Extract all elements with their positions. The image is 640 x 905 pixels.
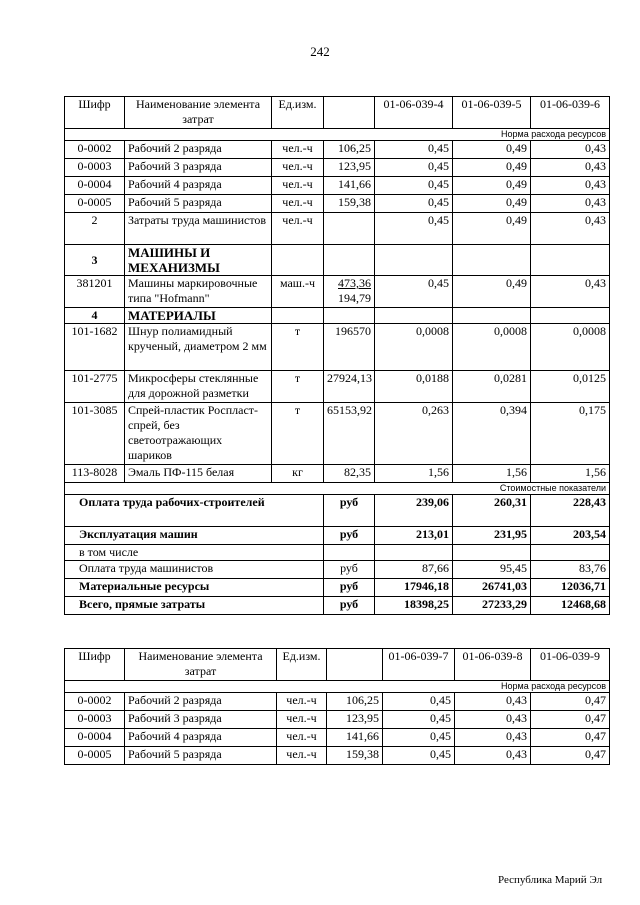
resource-table-1 <box>64 96 610 615</box>
price-cell: 106,25 <box>327 693 383 711</box>
unit-cell: маш.-ч <box>272 276 324 308</box>
cost-name: Эксплуатация машин <box>65 527 324 545</box>
price-cell: 123,95 <box>327 711 383 729</box>
unit-cell: кг <box>272 465 324 483</box>
unit-cell: чел.-ч <box>272 141 324 159</box>
cost-name: Оплата труда машинистов <box>65 561 324 579</box>
cost-value-2 <box>453 545 531 561</box>
cost-unit: руб <box>324 495 375 527</box>
name-cell: Рабочий 2 разряда <box>125 141 272 159</box>
name-cell: Машины маркировочные типа "Hofmann" <box>125 276 272 308</box>
value-cell-1: 0,45 <box>375 213 453 245</box>
section-row-machines <box>65 245 610 276</box>
price-cell: 106,25 <box>324 141 375 159</box>
value-cell-1: 0,45 <box>375 276 453 308</box>
code-cell: 101-1682 <box>65 324 125 371</box>
cost-name: Материальные ресурсы <box>65 579 324 597</box>
norm-label: Норма расхода ресурсов <box>65 681 610 693</box>
material-row <box>65 324 610 371</box>
name-cell: Рабочий 4 разряда <box>125 729 277 747</box>
cost-value-1: 18398,25 <box>375 597 453 615</box>
value-cell-3: 0,47 <box>531 693 610 711</box>
header-col3: 01-06-039-9 <box>531 649 610 681</box>
table-header-row <box>65 649 610 681</box>
value-cell-2: 0,49 <box>453 276 531 308</box>
cost-value-3: 203,54 <box>531 527 610 545</box>
machine-row <box>65 276 610 308</box>
name-cell: Рабочий 5 разряда <box>125 195 272 213</box>
cost-name: в том числе <box>65 545 324 561</box>
value-cell-2: 0,43 <box>455 711 531 729</box>
value-cell-3: 0,43 <box>531 159 610 177</box>
header-col3: 01-06-039-6 <box>531 97 610 129</box>
value-cell-2: 0,49 <box>453 141 531 159</box>
value-cell-3: 0,43 <box>531 276 610 308</box>
value-cell-2: 0,0008 <box>453 324 531 371</box>
unit-cell: чел.-ч <box>272 195 324 213</box>
empty-cell <box>324 245 375 276</box>
value-cell-1: 1,56 <box>375 465 453 483</box>
name-cell: Шнур полиамидный крученый, диаметром 2 мм <box>125 324 272 371</box>
cost-row <box>65 527 610 545</box>
header-col1: 01-06-039-4 <box>375 97 453 129</box>
cost-value-1: 17946,18 <box>375 579 453 597</box>
value-cell-1: 0,0188 <box>375 371 453 403</box>
price-cell: 141,66 <box>327 729 383 747</box>
table-header-row <box>65 97 610 129</box>
value-cell-1: 0,45 <box>383 693 455 711</box>
cost-value-1: 213,01 <box>375 527 453 545</box>
norm-label-row <box>65 129 610 141</box>
name-cell: Рабочий 2 разряда <box>125 693 277 711</box>
unit-cell: чел.-ч <box>272 159 324 177</box>
code-cell: 0-0004 <box>65 177 125 195</box>
section-title: МАШИНЫ И МЕХАНИЗМЫ <box>125 245 272 276</box>
value-cell-2: 1,56 <box>453 465 531 483</box>
worker-row <box>65 711 610 729</box>
material-row <box>65 465 610 483</box>
name-cell: Микросферы стеклянные для дорожной разметки <box>125 371 272 403</box>
name-cell: Рабочий 4 разряда <box>125 177 272 195</box>
price-cell: 141,66 <box>324 177 375 195</box>
name-cell: Рабочий 3 разряда <box>125 711 277 729</box>
value-cell-2: 0,49 <box>453 195 531 213</box>
price-cell <box>324 276 375 308</box>
worker-row <box>65 747 610 765</box>
value-cell-1: 0,45 <box>383 747 455 765</box>
cost-value-3 <box>531 545 610 561</box>
unit-cell: чел.-ч <box>272 177 324 195</box>
header-col2: 01-06-039-8 <box>455 649 531 681</box>
value-cell-3: 0,43 <box>531 195 610 213</box>
empty-cell <box>375 245 453 276</box>
cost-value-3: 12468,68 <box>531 597 610 615</box>
price-primary: 473,36 <box>338 276 371 290</box>
value-cell-3: 0,47 <box>531 729 610 747</box>
code-cell: 381201 <box>65 276 125 308</box>
worker-row <box>65 195 610 213</box>
code-cell: 113-8028 <box>65 465 125 483</box>
header-col2: 01-06-039-5 <box>453 97 531 129</box>
unit-cell: т <box>272 371 324 403</box>
code-cell: 2 <box>65 213 125 245</box>
value-cell-2: 0,43 <box>455 747 531 765</box>
header-price <box>324 97 375 129</box>
header-name: Наименование элемента затрат <box>125 97 272 129</box>
code-cell: 0-0003 <box>65 711 125 729</box>
code-cell: 0-0002 <box>65 693 125 711</box>
cost-value-2: 95,45 <box>453 561 531 579</box>
cost-unit: руб <box>324 527 375 545</box>
section-code: 4 <box>65 308 125 324</box>
header-col1: 01-06-039-7 <box>383 649 455 681</box>
cost-value-1: 239,06 <box>375 495 453 527</box>
worker-row <box>65 141 610 159</box>
code-cell: 0-0004 <box>65 729 125 747</box>
price-cell: 123,95 <box>324 159 375 177</box>
price-cell: 82,35 <box>324 465 375 483</box>
cost-value-3: 12036,71 <box>531 579 610 597</box>
code-cell: 0-0005 <box>65 747 125 765</box>
price-cell: 27924,13 <box>324 371 375 403</box>
value-cell-3: 0,0008 <box>531 324 610 371</box>
empty-cell <box>531 308 610 324</box>
cost-value-2: 26741,03 <box>453 579 531 597</box>
value-cell-3: 0,47 <box>531 747 610 765</box>
value-cell-1: 0,0008 <box>375 324 453 371</box>
norm-label: Норма расхода ресурсов <box>65 129 610 141</box>
cost-row <box>65 561 610 579</box>
name-cell: Затраты труда машинистов <box>125 213 272 245</box>
value-cell-2: 0,0281 <box>453 371 531 403</box>
value-cell-3: 0,47 <box>531 711 610 729</box>
price-cell: 196570 <box>324 324 375 371</box>
cost-value-2: 27233,29 <box>453 597 531 615</box>
value-cell-3: 0,43 <box>531 141 610 159</box>
empty-cell <box>272 245 324 276</box>
unit-cell: чел.-ч <box>272 213 324 245</box>
cost-value-2: 260,31 <box>453 495 531 527</box>
value-cell-2: 0,394 <box>453 403 531 465</box>
code-cell: 101-2775 <box>65 371 125 403</box>
value-cell-2: 0,49 <box>453 213 531 245</box>
value-cell-2: 0,43 <box>455 729 531 747</box>
value-cell-1: 0,45 <box>375 141 453 159</box>
cost-name: Оплата труда рабочих-строителей <box>65 495 324 527</box>
code-cell: 0-0005 <box>65 195 125 213</box>
cost-label-row <box>65 483 610 495</box>
resource-table-2 <box>64 648 610 765</box>
cost-row <box>65 545 610 561</box>
empty-cell <box>531 245 610 276</box>
page-number: 242 <box>310 44 330 59</box>
section-code: 3 <box>65 245 125 276</box>
header-code: Шифр <box>65 97 125 129</box>
machinist-labor-row <box>65 213 610 245</box>
header-price <box>327 649 383 681</box>
value-cell-2: 0,43 <box>455 693 531 711</box>
name-cell: Рабочий 5 разряда <box>125 747 277 765</box>
value-cell-3: 1,56 <box>531 465 610 483</box>
cost-unit: руб <box>324 561 375 579</box>
cost-value-1 <box>375 545 453 561</box>
empty-cell <box>272 308 324 324</box>
price-cell <box>324 213 375 245</box>
worker-row <box>65 159 610 177</box>
unit-cell: чел.-ч <box>277 693 327 711</box>
value-cell-2: 0,49 <box>453 177 531 195</box>
worker-row <box>65 177 610 195</box>
unit-cell: чел.-ч <box>277 729 327 747</box>
header-code: Шифр <box>65 649 125 681</box>
value-cell-3: 0,43 <box>531 177 610 195</box>
code-cell: 101-3085 <box>65 403 125 465</box>
cost-row <box>65 597 610 615</box>
cost-value-1: 87,66 <box>375 561 453 579</box>
cost-value-2: 231,95 <box>453 527 531 545</box>
cost-unit: руб <box>324 597 375 615</box>
price-secondary: 194,79 <box>338 291 371 305</box>
section-title: МАТЕРИАЛЫ <box>125 308 272 324</box>
value-cell-1: 0,45 <box>383 711 455 729</box>
value-cell-3: 0,43 <box>531 213 610 245</box>
empty-cell <box>453 308 531 324</box>
value-cell-3: 0,0125 <box>531 371 610 403</box>
cost-unit <box>324 545 375 561</box>
value-cell-1: 0,45 <box>383 729 455 747</box>
cost-value-3: 228,43 <box>531 495 610 527</box>
cost-name: Всего, прямые затраты <box>65 597 324 615</box>
footer-region: Республика Марий Эл <box>498 874 603 886</box>
value-cell-2: 0,49 <box>453 159 531 177</box>
value-cell-1: 0,263 <box>375 403 453 465</box>
price-cell: 65153,92 <box>324 403 375 465</box>
name-cell: Эмаль ПФ-115 белая <box>125 465 272 483</box>
worker-row <box>65 729 610 747</box>
value-cell-1: 0,45 <box>375 159 453 177</box>
norm-label-row <box>65 681 610 693</box>
cost-unit: руб <box>324 579 375 597</box>
cost-value-3: 83,76 <box>531 561 610 579</box>
value-cell-3: 0,175 <box>531 403 610 465</box>
unit-cell: чел.-ч <box>277 711 327 729</box>
unit-cell: т <box>272 324 324 371</box>
value-cell-1: 0,45 <box>375 177 453 195</box>
name-cell: Спрей-пластик Роспласт-спрей, без светоотражающих шариков <box>125 403 272 465</box>
material-row <box>65 371 610 403</box>
cost-row <box>65 579 610 597</box>
material-row <box>65 403 610 465</box>
code-cell: 0-0003 <box>65 159 125 177</box>
price-cell: 159,38 <box>324 195 375 213</box>
worker-row <box>65 693 610 711</box>
cost-row <box>65 495 610 527</box>
header-unit: Ед.изм. <box>272 97 324 129</box>
name-cell: Рабочий 3 разряда <box>125 159 272 177</box>
header-name: Наименование элемента затрат <box>125 649 277 681</box>
empty-cell <box>453 245 531 276</box>
section-row-materials <box>65 308 610 324</box>
empty-cell <box>375 308 453 324</box>
price-cell: 159,38 <box>327 747 383 765</box>
unit-cell: чел.-ч <box>277 747 327 765</box>
header-unit: Ед.изм. <box>277 649 327 681</box>
unit-cell: т <box>272 403 324 465</box>
cost-label: Стоимостные показатели <box>65 483 610 495</box>
empty-cell <box>324 308 375 324</box>
code-cell: 0-0002 <box>65 141 125 159</box>
value-cell-1: 0,45 <box>375 195 453 213</box>
